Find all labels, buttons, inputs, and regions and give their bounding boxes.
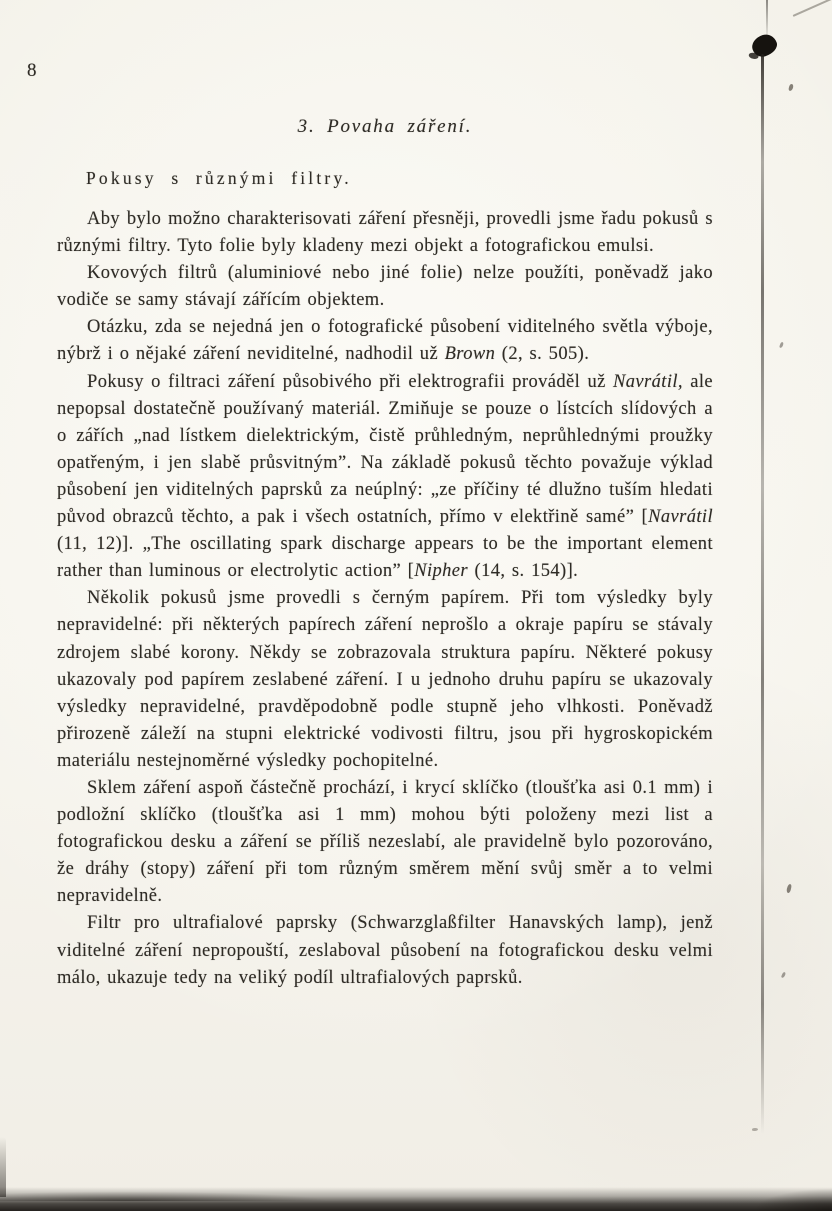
text-run: ale nepopsal dostatečně používaný materiál. Zmiňuje se pouze o lístcích slídových a o zářích „nad lístkem dielektrickým, čistě průhledným, neprůhlednými proužky opatřeným, i jen slabě průsvitným”. Na základě pokusů těchto považuje výklad působení jen viditelných paprsků za neúplný: „ze příčiny té dlužno tuším hledati původ obrazců těchto, a pak i všech ostatních, přímo v elektřině samé” [ (57, 371, 713, 528)
margin-speck (781, 972, 786, 979)
body-text (57, 206, 713, 992)
page-edge-line-top (766, 0, 768, 42)
paragraph (57, 585, 713, 775)
text-run: Sklem záření aspoň částečně prochází, i krycí sklíčko (tloušťka asi 0.1 mm) i podložní sklíčko (tloušťka asi 1 mm) mohou býti položeny mezi list a fotografickou desku a záření se příliš nezeslabí, ale pravidelně bylo pozorováno, že dráhy (stopy) záření při tom různým směrem mění svůj směr a to velmi nepravidelně. (57, 777, 713, 907)
text-run: (2, s. 505). (495, 344, 590, 365)
bottom-scan-shadow (0, 1187, 832, 1211)
text-run: Kovových filtrů (aluminiové nebo jiné folie) nelze použíti, poněvadž jako vodiče se samy stávají zářícím objektem. (57, 263, 713, 311)
text-run: Několik pokusů jsme provedli s černým papírem. Při tom výsledky byly nepravidelné: při některých papírech záření neprošlo a okraje papíru se stávaly zdrojem slabé korony. Někdy se zobrazovala struktura papíru. Některé pokusy ukazovaly pod papírem zeslabené záření. I u jednoho druhu papíru se ukazovaly výsledky nepravidelné, pravděpodobně podle stupně jeho vlhkosti. Poněvadž přirozeně záleží na stupni elektrické vodivosti filtru, jsou při hygroskopickém materiálu nestejnoměrné výsledky pochopitelné. (57, 588, 713, 771)
page-number: 8 (27, 60, 37, 81)
page-edge-line (761, 54, 764, 1134)
paragraph (57, 260, 713, 314)
section-heading: 3. Povaha záření. (297, 116, 473, 137)
text-run: (14, s. 154)]. (468, 561, 579, 582)
margin-speck (752, 1128, 758, 1131)
paragraph (57, 775, 713, 910)
subsection-heading: Pokusy s různými filtry. (86, 168, 352, 188)
paragraph (57, 910, 713, 991)
italic-run: Navrátil (648, 507, 713, 528)
text-run: (11, 12)]. „The oscillating spark discharge appears to be the important element rather than luminous or electrolytic action” [ (57, 534, 713, 582)
paragraph (57, 206, 713, 260)
italic-run: Navrátil, (613, 371, 683, 392)
corner-scratch (793, 0, 832, 17)
text-run: Pokusy o filtraci záření působivého při elektrografii prováděl už (87, 371, 614, 392)
ink-blot-artifact (749, 32, 779, 60)
margin-speck (788, 84, 794, 92)
margin-speck (786, 884, 792, 894)
text-run: Filtr pro ultrafialové paprsky (Schwarzglaßfilter Hanavských lamp), jenž viditelné záření nepropouští, zeslaboval působení na fotografickou desku velmi málo, ukazuje tedy na veliký podíl ultrafialových paprsků. (57, 913, 713, 988)
text-run: Aby bylo možno charakterisovati záření přesněji, provedli jsme řadu pokusů s různými filtry. Tyto folie byly kladeny mezi objekt a fotografickou emulsi. (57, 209, 713, 257)
paragraph (57, 369, 713, 586)
italic-run: Nipher (414, 561, 468, 582)
paragraph (57, 314, 713, 368)
text-run: Otázku, zda se nejedná jen o fotografické působení viditelného světla výboje, nýbrž i o nějaké záření neviditelné, nadhodil už (57, 317, 713, 365)
margin-speck (779, 342, 784, 349)
italic-run: Brown (444, 344, 496, 365)
